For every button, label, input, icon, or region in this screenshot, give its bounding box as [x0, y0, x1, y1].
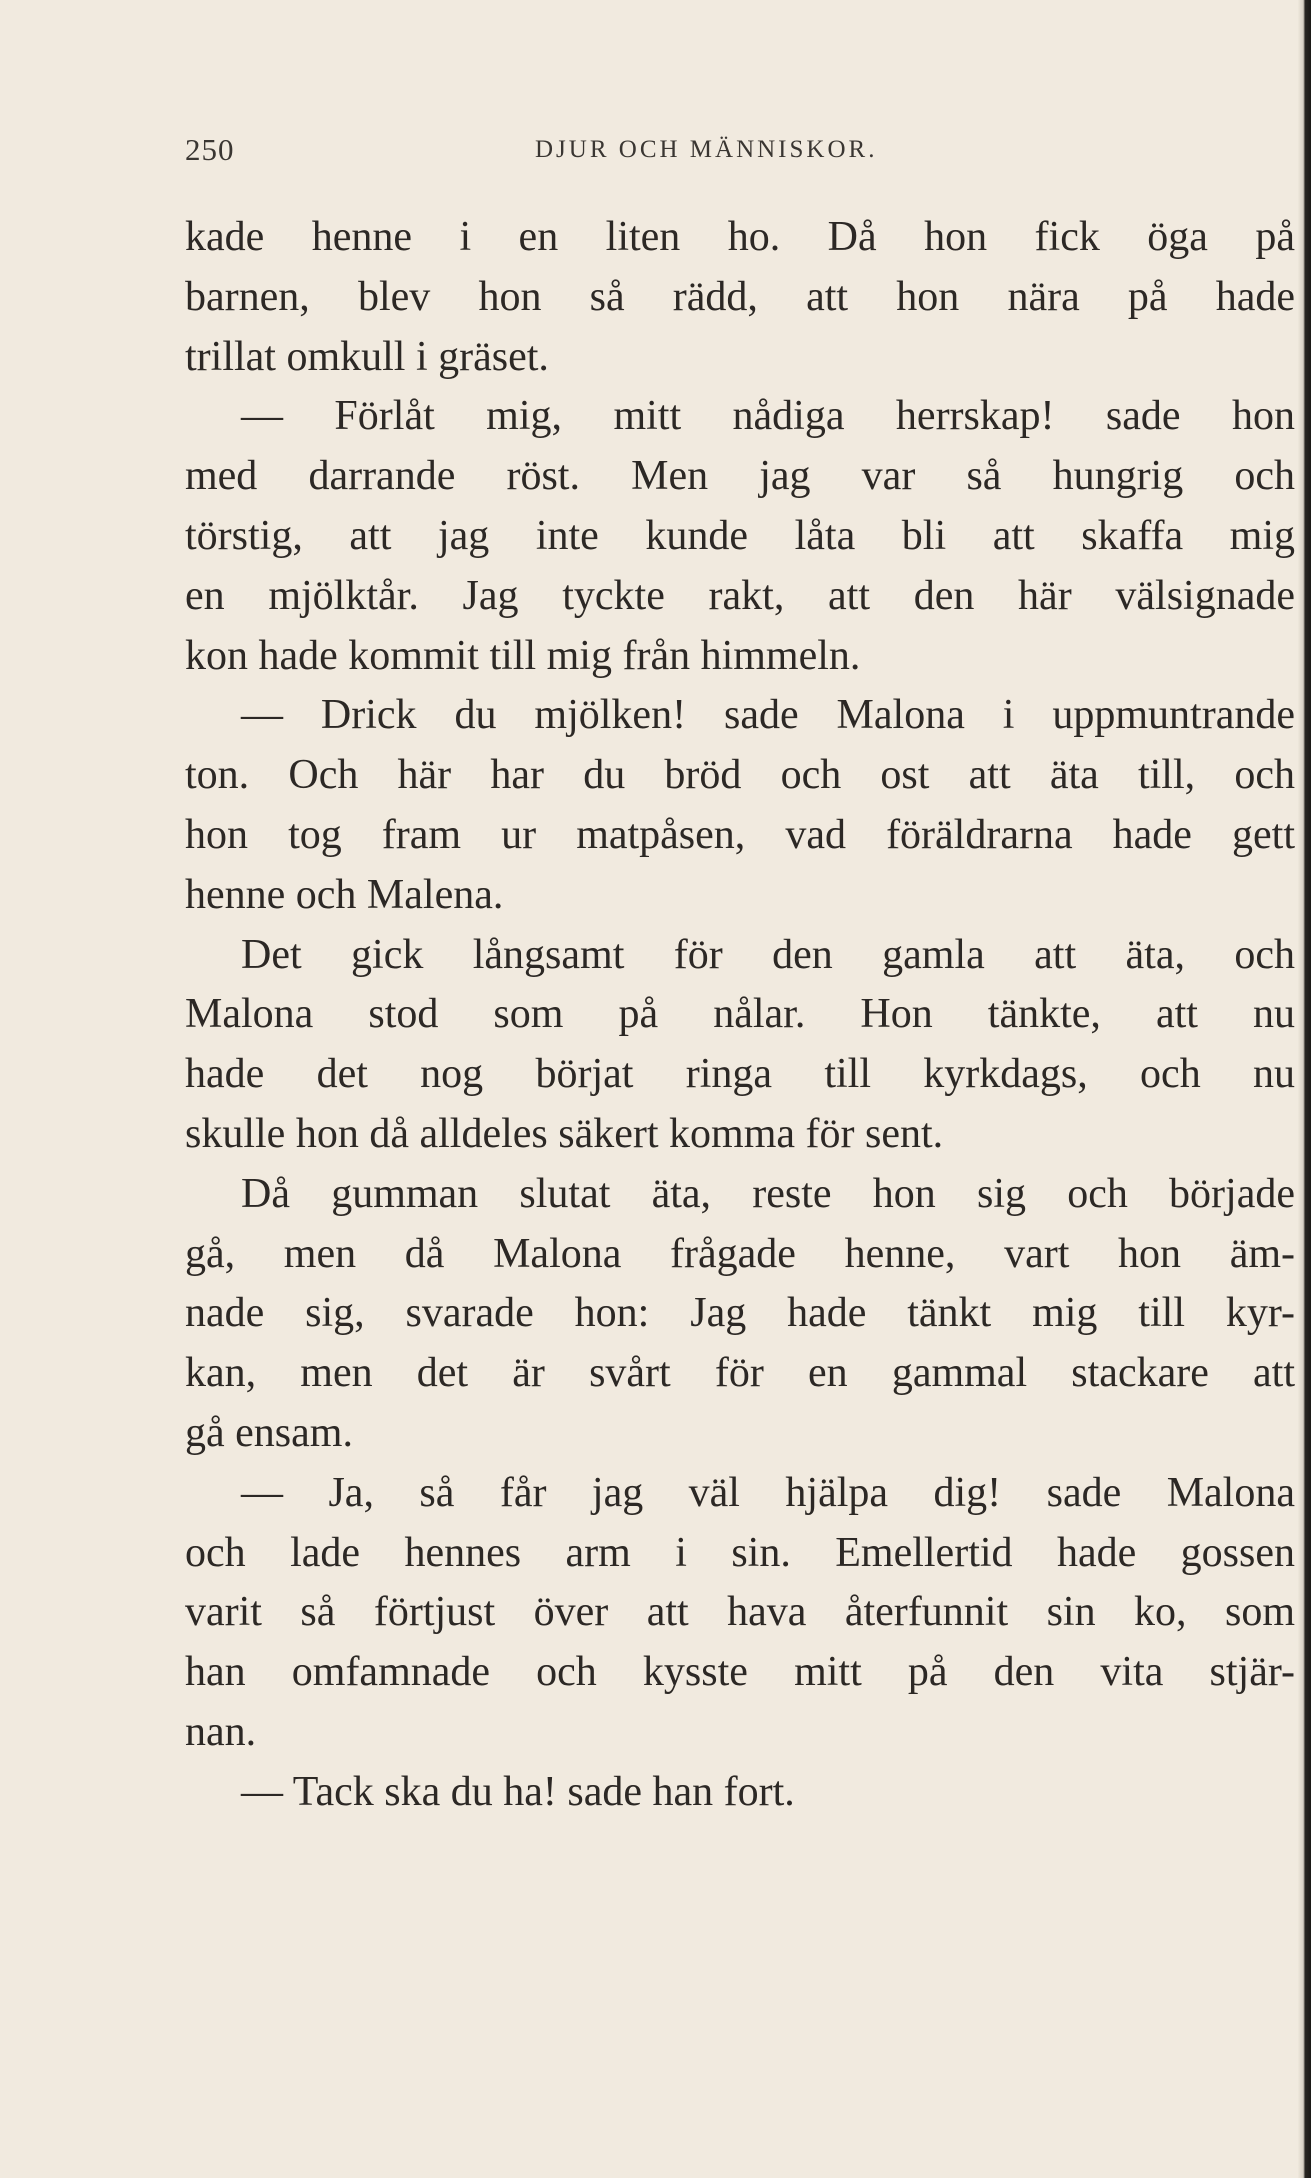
- text-line: Det gick långsamt för den gamla att äta, och: [241, 931, 1295, 978]
- text-line: — Förlåt mig, mitt nådiga herrskap! sade hon: [241, 393, 1295, 440]
- text-line: med darrande röst. Men jag var så hungrig och: [185, 453, 1295, 500]
- text-line: — Drick du mjölken! sade Malona i uppmuntrande: [241, 692, 1295, 739]
- text-line: — Ja, så får jag väl hjälpa dig! sade Malona: [241, 1469, 1295, 1516]
- page-number: 250: [185, 132, 235, 167]
- text-line: hon tog fram ur matpåsen, vad föräldrarna hade gett: [185, 811, 1295, 858]
- page-header: [185, 132, 1005, 172]
- running-title: DJUR OCH MÄNNISKOR.: [535, 136, 878, 163]
- text-line: kan, men det är svårt för en gammal stackare att: [185, 1350, 1295, 1397]
- text-line: nade sig, svarade hon: Jag hade tänkt mig till kyr-: [185, 1290, 1295, 1337]
- text-line: henne och Malena.: [185, 871, 504, 918]
- text-line: ton. Och här har du bröd och ost att äta till, och: [185, 752, 1295, 799]
- page-edge: [1298, 0, 1311, 2178]
- text-line: hade det nog börjat ringa till kyrkdags, och nu: [185, 1051, 1295, 1098]
- text-line: barnen, blev hon så rädd, att hon nära på hade: [185, 273, 1295, 320]
- text-line: han omfamnade och kysste mitt på den vita stjär-: [185, 1649, 1295, 1696]
- text-line: kon hade kommit till mig från himmeln.: [185, 632, 861, 679]
- body-text: [185, 208, 1295, 1823]
- text-line: törstig, att jag inte kunde låta bli att skaffa mig: [185, 512, 1295, 559]
- text-line: Malona stod som på nålar. Hon tänkte, att nu: [185, 991, 1295, 1038]
- text-line: — Tack ska du ha! sade han fort.: [241, 1768, 795, 1815]
- text-line: kade henne i en liten ho. Då hon fick öga på: [185, 214, 1295, 260]
- text-line: gå, men då Malona frågade henne, vart hon äm-: [185, 1230, 1295, 1277]
- text-line: en mjölktår. Jag tyckte rakt, att den här välsignade: [185, 572, 1295, 619]
- text-line: skulle hon då alldeles säkert komma för sent.: [185, 1110, 944, 1157]
- text-line: Då gumman slutat äta, reste hon sig och började: [241, 1170, 1295, 1217]
- text-line: nan.: [185, 1708, 257, 1755]
- text-line: gå ensam.: [185, 1409, 353, 1456]
- text-line: trillat omkull i gräset.: [185, 333, 549, 380]
- text-line: varit så förtjust över att hava återfunnit sin ko, som: [185, 1589, 1295, 1636]
- text-line: och lade hennes arm i sin. Emellertid hade gossen: [185, 1529, 1295, 1576]
